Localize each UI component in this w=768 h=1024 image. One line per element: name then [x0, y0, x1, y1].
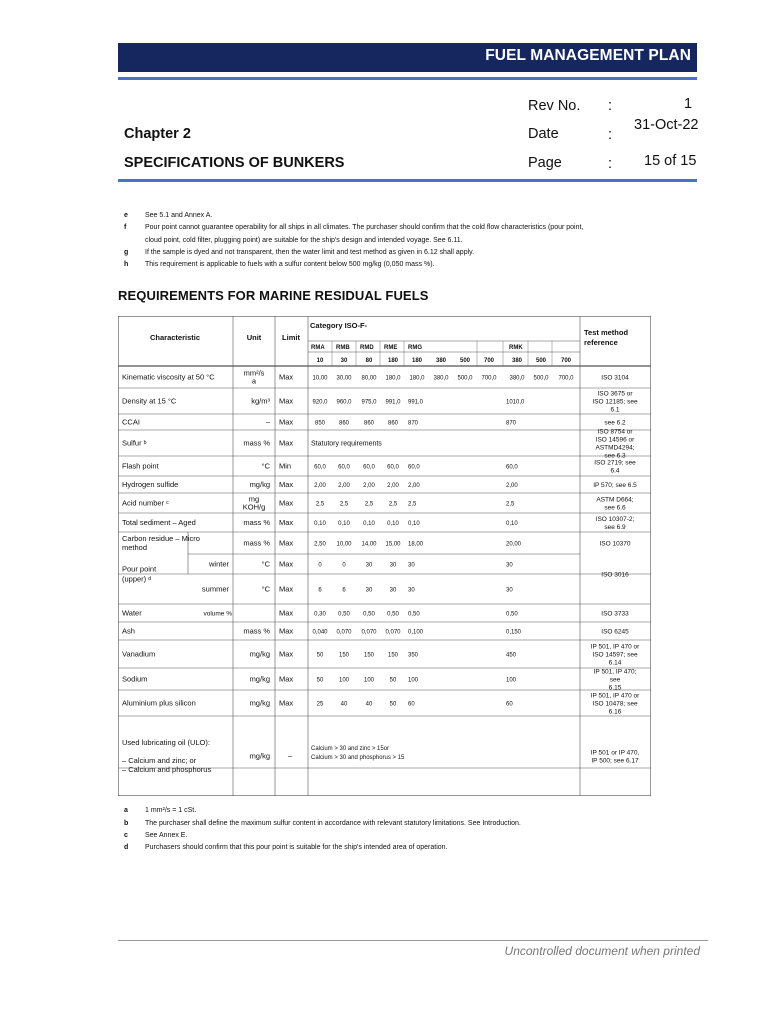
value-7-1: 0,10: [338, 521, 350, 527]
row-characteristic-16: Used lubricating oil (ULO):: [122, 738, 210, 747]
value-2-2: 860: [363, 420, 375, 427]
header-group-rma: RMA: [311, 345, 325, 351]
value-11-2: 0,50: [363, 611, 375, 618]
row-limit-9: Max: [279, 559, 294, 569]
value-0-2: 80,00: [361, 375, 377, 382]
row-unit-8: mass %: [243, 538, 270, 548]
row-test-4: 6.4: [610, 467, 620, 475]
row-characteristic-15: Aluminium plus silicon: [122, 698, 196, 708]
value-6-0: 2,5: [315, 501, 325, 508]
header-grade-6: 500: [459, 358, 471, 364]
row-test-1: ISO 3675 or: [597, 390, 633, 398]
value-10-5: 30: [506, 587, 513, 594]
row-characteristic-16: – Calcium and zinc; or: [122, 756, 197, 765]
row-test-16: IP 501 or IP 470,: [590, 749, 640, 757]
header-grade-10: 700: [560, 358, 572, 364]
row-characteristic-1: Density at 15 °C: [122, 396, 177, 406]
row-test-4: ISO 2719; see: [594, 459, 636, 467]
row-unit-4: °C: [261, 461, 270, 471]
value-10-4: 30: [408, 587, 415, 594]
document-title: FUEL MANAGEMENT PLAN: [485, 47, 691, 64]
value-12-0: 0,040: [312, 629, 328, 636]
row-test-12: ISO 6245: [601, 628, 629, 636]
value-0-6: 500,0: [457, 375, 473, 382]
value-8-5: 20,00: [506, 541, 522, 548]
value-9-3: 30: [389, 562, 397, 569]
residual-fuel-requirements-table: [118, 316, 651, 796]
row-limit-15: Max: [279, 698, 294, 708]
value-11-5: 0,50: [506, 611, 518, 618]
row-unit-6: mg: [248, 494, 260, 504]
footnote-f-line2: cloud point, cold filter, plugging point) are suitable for the ship's design and intended voyage. See 6.11.: [145, 237, 463, 244]
footnote-d: d Purchasers should confirm that this pour point is suitable for the ship's intended area of operation.: [124, 844, 448, 851]
row-characteristic-13: Vanadium: [122, 649, 156, 659]
pour-point-label: (upper) ᵈ: [122, 574, 152, 584]
value-1-0: 920,0: [312, 399, 328, 406]
row-span-3: Statutory requirements: [311, 440, 382, 448]
value-14-3: 50: [389, 677, 397, 684]
footnote-h: h This requirement is applicable to fuels with a sulfur content below 500 mg/kg (0,050 mass %).: [124, 261, 435, 268]
value-0-9: 500,0: [533, 375, 549, 382]
value-14-5: 100: [506, 677, 517, 684]
header-grade-5: 380: [435, 358, 447, 364]
row-test-13: 6.14: [608, 659, 622, 667]
header-grade-1: 30: [340, 358, 348, 364]
row-limit-8: Max: [279, 538, 294, 548]
row-limit-12: Max: [279, 626, 294, 636]
value-1-3: 991,0: [385, 399, 401, 406]
row-unit-15: mg/kg: [249, 698, 270, 708]
row-limit-16: –: [288, 751, 293, 761]
row-unit-16: mg/kg: [249, 751, 270, 761]
value-8-0: 2,50: [314, 541, 326, 548]
header-grade-8: 380: [511, 358, 523, 364]
value-13-5: 450: [506, 652, 517, 659]
value-0-5: 380,0: [433, 375, 449, 382]
row-characteristic-11: Water: [122, 608, 142, 618]
value-4-5: 60,0: [506, 464, 518, 471]
row-limit-13: Max: [279, 649, 294, 659]
header-limit: Limit: [282, 333, 300, 342]
row-test-3: ISO 14596 or: [595, 436, 635, 444]
value-12-4: 0,100: [408, 629, 424, 636]
value-12-1: 0,070: [336, 629, 352, 636]
date-label: Date: [528, 126, 559, 142]
value-7-4: 0,10: [408, 521, 420, 527]
value-0-1: 30,00: [336, 375, 352, 382]
value-9-0: 0: [318, 562, 322, 569]
row-limit-14: Max: [279, 674, 294, 684]
header-unit: Unit: [246, 333, 262, 342]
header-group-rmk: RMK: [509, 345, 523, 351]
row-test-16: IP 500; see 6.17: [591, 757, 639, 765]
value-14-4: 100: [408, 677, 419, 684]
value-6-5: 2,5: [506, 501, 515, 508]
row-test-1: ISO 12185; see: [592, 398, 638, 406]
value-0-7: 700,0: [481, 375, 497, 382]
value-15-1: 40: [340, 701, 348, 708]
value-2-0: 850: [314, 420, 326, 427]
section-heading: SPECIFICATIONS OF BUNKERS: [124, 155, 345, 171]
value-13-3: 150: [387, 652, 399, 659]
value-13-4: 350: [408, 652, 419, 659]
row-limit-5: Max: [279, 480, 294, 489]
row-test-8: ISO 10370: [599, 540, 631, 548]
value-0-4: 180,0: [409, 375, 425, 382]
row-limit-0: Max: [279, 372, 294, 382]
value-14-1: 100: [338, 677, 350, 684]
value-6-1: 2,5: [339, 501, 349, 508]
header-rule-top: [118, 77, 697, 80]
page-separator: :: [608, 156, 613, 172]
row-test-3: ASTMD4294;: [595, 444, 635, 452]
row-characteristic-8: Carbon residue – Micro: [122, 534, 200, 543]
value-0-10: 700,0: [558, 375, 574, 382]
value-13-1: 150: [338, 652, 350, 659]
table-title: REQUIREMENTS FOR MARINE RESIDUAL FUELS: [118, 288, 429, 303]
row-characteristic-3: Sulfur ᵇ: [122, 438, 147, 448]
value-5-4: 2,00: [408, 483, 420, 489]
value-6-3: 2,5: [388, 501, 398, 508]
value-5-5: 2,00: [506, 483, 518, 489]
row-characteristic-5: Hydrogen sulfide: [122, 480, 179, 489]
footer-note: Uncontrolled document when printed: [504, 944, 700, 958]
value-1-4: 991,0: [408, 399, 424, 406]
header-category: Category ISO-F-: [310, 321, 368, 330]
row-test-3: see 6.3: [604, 452, 626, 460]
date-value: 31-Oct-22: [634, 117, 699, 133]
value-14-0: 50: [316, 677, 324, 684]
value-4-0: 60,0: [314, 464, 326, 471]
row-unit-7: mass %: [243, 518, 270, 527]
row-test-3: ISO 8754 or: [597, 428, 633, 436]
value-9-1: 0: [342, 562, 346, 569]
pour-point-test: ISO 3016: [601, 571, 629, 579]
value-14-2: 100: [363, 677, 375, 684]
value-0-3: 180,0: [385, 375, 401, 382]
row-unit-0: a: [251, 376, 257, 386]
row-test-15: IP 501, IP 470 or: [590, 692, 640, 700]
value-10-1: 6: [342, 587, 346, 594]
value-15-5: 60: [506, 701, 513, 708]
row-test-11: ISO 3733: [601, 610, 629, 618]
value-12-5: 0,150: [506, 629, 522, 636]
footer-rule: [118, 940, 708, 941]
value-8-2: 14,00: [361, 541, 377, 548]
header-grade-0: 10: [316, 358, 324, 364]
value-11-0: 0,30: [314, 611, 326, 618]
row-unit-10: °C: [261, 584, 270, 594]
row-unit-11: volume %: [203, 610, 232, 618]
row-test-6: ASTM D664;: [596, 496, 634, 504]
row-test-6: see 6.6: [604, 504, 626, 512]
row-characteristic-12: Ash: [122, 626, 135, 636]
value-2-3: 860: [387, 420, 399, 427]
value-7-2: 0,10: [363, 521, 375, 527]
header-bar: [118, 43, 697, 72]
pour-point-label: Pour point: [122, 564, 157, 574]
row-unit-2: –: [265, 417, 270, 427]
row-test-1: 6.1: [610, 406, 620, 414]
row-unit-5: mg/kg: [249, 480, 270, 489]
rev-separator: :: [608, 98, 613, 114]
value-4-4: 60,0: [408, 464, 420, 471]
header-test-method: Test method: [584, 328, 629, 337]
value-9-5: 30: [506, 562, 513, 569]
page-value: 15 of 15: [644, 153, 697, 169]
value-11-4: 0,50: [408, 611, 420, 618]
row-unit-6: KOH/g: [242, 502, 266, 512]
footnote-f: f Pour point cannot guarantee operability for all ships in all climates. The purchaser should confirm that the cold flow characteristics (pour point,: [124, 224, 584, 231]
value-11-3: 0,50: [387, 611, 399, 618]
row-limit-10: Max: [279, 584, 294, 594]
rev-value: 1: [684, 96, 693, 112]
row-unit-9: °C: [261, 559, 270, 569]
rev-label: Rev No.: [528, 98, 581, 114]
value-7-0: 0,10: [314, 521, 326, 527]
header-grade-4: 180: [411, 358, 423, 364]
value-15-4: 60: [408, 701, 415, 708]
value-2-4: 870: [408, 420, 419, 427]
value-6-2: 2,5: [364, 501, 374, 508]
row-limit-7: Max: [279, 518, 294, 527]
header-grade-9: 500: [535, 358, 547, 364]
value-10-0: 6: [318, 587, 322, 594]
value-1-2: 975,0: [361, 399, 377, 406]
row-test-14: IP 501, IP 470;: [593, 668, 637, 676]
row-characteristic-16: – Calcium and phosphorus: [122, 765, 212, 774]
footnote-g: g If the sample is dyed and not transparent, then the water limit and test method as given in 6.12 shall apply.: [124, 249, 475, 256]
header-test-method-line2: reference: [584, 338, 618, 347]
row-test-2: see 6.2: [604, 419, 626, 427]
row-characteristic-6: Acid number ᶜ: [122, 498, 169, 508]
row-unit-14: mg/kg: [249, 674, 270, 684]
header-group-rmb: RMB: [336, 345, 350, 351]
row-span-16: Calcium > 30 and phosphorus > 15: [311, 755, 405, 761]
value-8-3: 15,00: [385, 541, 401, 548]
row-test-14: 6.15: [608, 684, 622, 692]
row-unit-12: mass %: [243, 626, 270, 636]
row-characteristic-14: Sodium: [122, 674, 148, 684]
row-test-0: ISO 3104: [601, 374, 629, 382]
footnote-c: c See Annex E.: [124, 832, 188, 839]
row-limit-6: Max: [279, 498, 294, 508]
value-9-4: 30: [408, 562, 415, 569]
value-15-0: 25: [316, 701, 324, 708]
header-group-rmg: RMG: [408, 345, 422, 351]
value-2-5: 870: [506, 420, 517, 427]
value-15-3: 50: [389, 701, 397, 708]
value-6-4: 2,5: [408, 501, 417, 508]
pour-point-winter: winter: [208, 559, 229, 569]
row-limit-11: Max: [279, 608, 294, 618]
value-5-1: 2,00: [338, 483, 350, 489]
header-group-rmd: RMD: [360, 345, 374, 351]
value-5-3: 2,00: [387, 483, 399, 489]
row-test-13: ISO 14597; see: [592, 651, 638, 659]
row-span-16: Calcium > 30 and zinc > 15or: [311, 746, 390, 752]
footnote-a: a 1 mm²/s = 1 cSt.: [124, 807, 197, 814]
row-unit-13: mg/kg: [249, 649, 270, 659]
header-grade-7: 700: [483, 358, 495, 364]
header-rule-bottom: [118, 179, 697, 182]
date-separator: :: [608, 127, 613, 143]
row-limit-3: Max: [279, 438, 294, 448]
value-7-3: 0,10: [387, 521, 399, 527]
value-13-0: 50: [316, 652, 324, 659]
value-8-1: 10,00: [336, 541, 352, 548]
row-test-15: 6.16: [608, 708, 622, 716]
row-characteristic-4: Flash point: [122, 461, 159, 471]
value-12-2: 0,070: [361, 629, 377, 636]
value-11-1: 0,50: [338, 611, 350, 618]
row-characteristic-8: method: [122, 543, 148, 552]
row-characteristic-0: Kinematic viscosity at 50 °C: [122, 372, 215, 382]
value-1-5: 1010,0: [506, 399, 525, 406]
page-label: Page: [528, 155, 562, 171]
header-characteristic: Characteristic: [149, 333, 201, 342]
value-10-2: 30: [365, 587, 373, 594]
value-4-1: 60,0: [338, 464, 350, 471]
chapter-heading: Chapter 2: [124, 126, 191, 142]
value-5-0: 2,00: [314, 483, 326, 489]
value-7-5: 0,10: [506, 521, 518, 527]
footnote-b: b The purchaser shall define the maximum sulfur content in accordance with relevant statutory limitations. See Introduction.: [124, 820, 521, 827]
value-9-2: 30: [365, 562, 373, 569]
value-2-1: 860: [338, 420, 350, 427]
row-test-13: IP 501, IP 470 or: [590, 643, 640, 651]
value-12-3: 0,070: [385, 629, 401, 636]
row-test-5: IP 570; see 6.5: [593, 482, 637, 489]
value-15-2: 40: [365, 701, 373, 708]
row-test-15: ISO 10478; see: [592, 700, 638, 708]
value-5-2: 2,00: [363, 483, 375, 489]
row-unit-0: mm²/s: [243, 368, 265, 378]
value-1-1: 960,0: [336, 399, 352, 406]
row-characteristic-2: CCAI: [122, 417, 140, 427]
value-0-0: 10,00: [312, 375, 328, 382]
value-10-3: 30: [389, 587, 397, 594]
row-limit-1: Max: [279, 396, 294, 406]
header-grade-3: 180: [387, 358, 399, 364]
value-4-2: 60,0: [363, 464, 375, 471]
row-unit-1: kg/m³: [251, 396, 270, 406]
header-group-rme: RME: [384, 345, 398, 351]
pour-point-summer: summer: [201, 584, 229, 594]
header-grade-2: 80: [365, 358, 373, 364]
row-characteristic-7: Total sediment – Aged: [122, 518, 196, 527]
footnote-e: e See 5.1 and Annex A.: [124, 212, 213, 219]
row-test-7: ISO 10307-2;: [595, 516, 635, 523]
value-4-3: 60,0: [387, 464, 399, 471]
row-test-7: see 6.9: [604, 524, 626, 531]
row-limit-2: Max: [279, 417, 294, 427]
value-0-8: 380,0: [509, 375, 525, 382]
value-8-4: 18,00: [408, 541, 424, 548]
row-limit-4: Min: [279, 461, 292, 471]
value-13-2: 150: [363, 652, 375, 659]
row-test-14: see: [609, 676, 621, 684]
row-unit-3: mass %: [243, 438, 270, 448]
